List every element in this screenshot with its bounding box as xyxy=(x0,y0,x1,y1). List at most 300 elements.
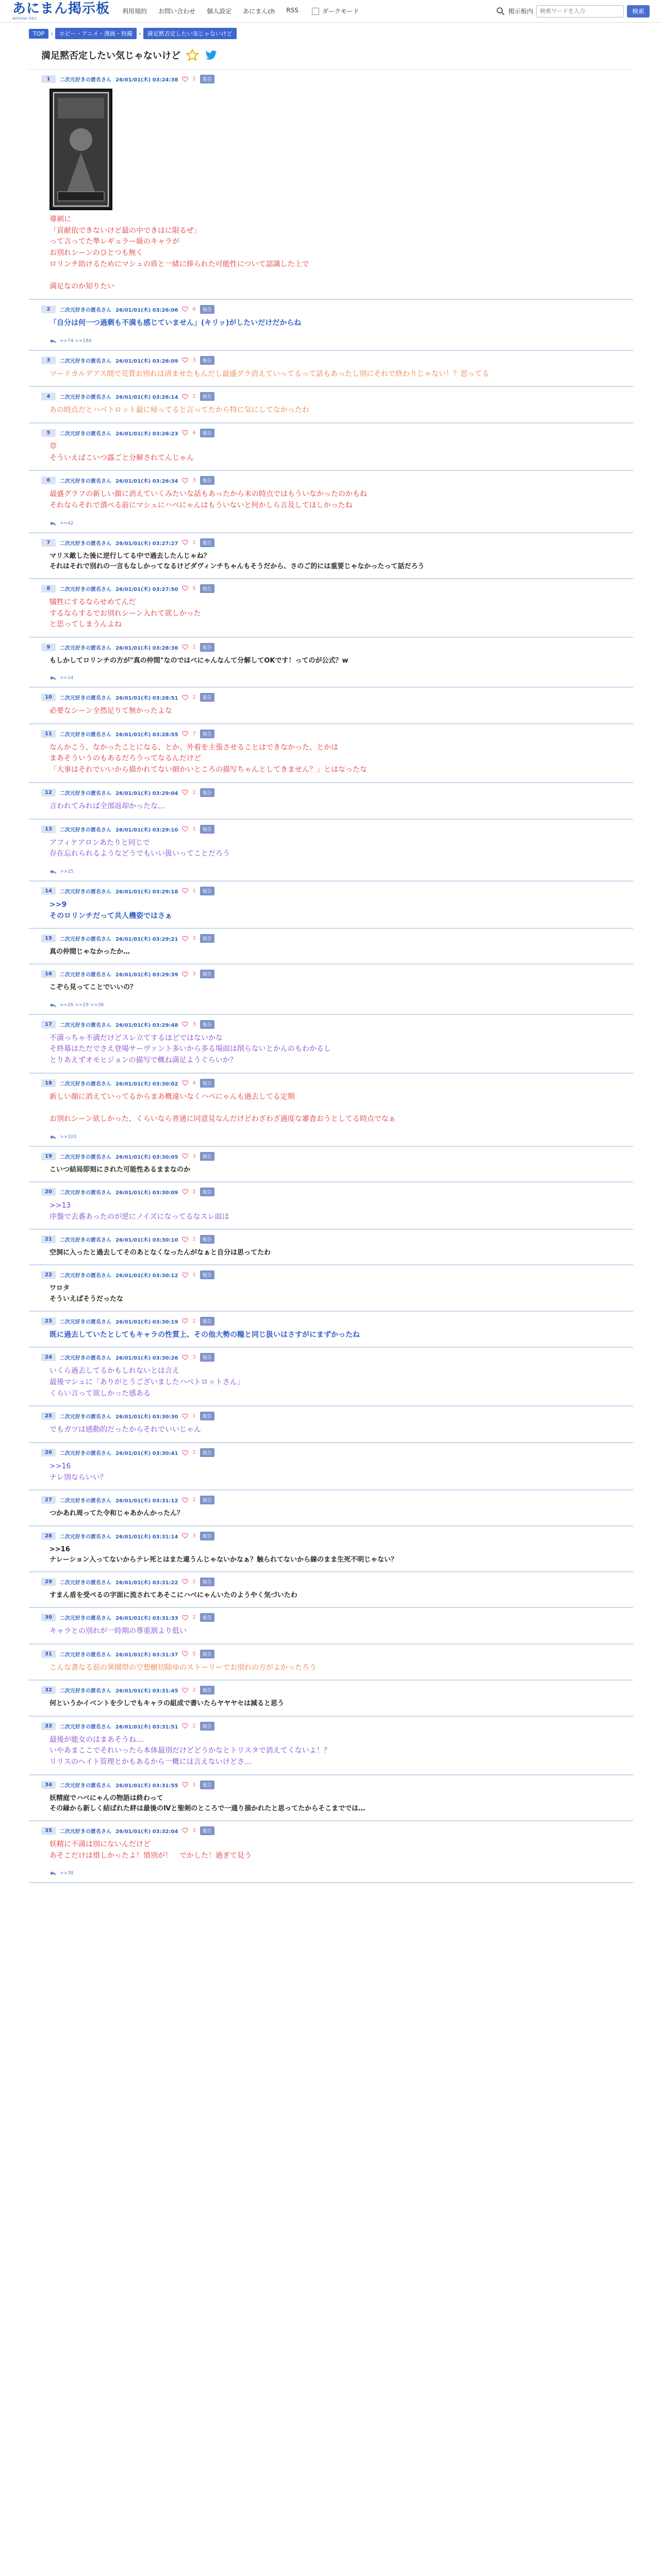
like-count: 1 xyxy=(192,1413,196,1419)
report-button[interactable]: 報告 xyxy=(200,1317,214,1326)
reply-icon xyxy=(49,338,57,344)
post-number[interactable]: 16 xyxy=(41,970,56,978)
post-header xyxy=(41,1270,633,1279)
like-count: 3 xyxy=(192,1021,196,1027)
post-number[interactable]: 23 xyxy=(41,1317,56,1325)
heart-icon[interactable] xyxy=(182,1272,188,1278)
post-body: ワロタ そういえばそうだったな xyxy=(49,1284,124,1303)
post-item xyxy=(29,300,633,351)
post-item xyxy=(29,1265,633,1311)
post-number[interactable]: 8 xyxy=(41,585,56,592)
post-date: 26/01/01(木) 03:27:27 xyxy=(115,540,178,547)
reply-icon xyxy=(49,1871,57,1876)
post-date: 26/01/01(木) 03:30:02 xyxy=(115,1081,178,1087)
heart-icon[interactable] xyxy=(182,694,188,701)
breadcrumb-thread[interactable]: 満足黙否定したい気じゃないけど xyxy=(143,28,237,39)
report-button[interactable]: 報告 xyxy=(200,538,214,547)
post-author: 二次元好きの匿名さん xyxy=(60,937,111,943)
checkbox-icon[interactable] xyxy=(312,8,319,15)
like-count: 3 xyxy=(192,1153,196,1159)
post-body: キャラとの別れが一時期の尊重割より低い xyxy=(49,1627,187,1636)
post-date: 26/01/01(木) 03:29:10 xyxy=(115,827,178,833)
post-header xyxy=(41,1781,633,1789)
post-number[interactable]: 35 xyxy=(41,1827,56,1835)
like-count: 3 xyxy=(192,1354,196,1361)
post-date: 26/01/01(木) 03:26:09 xyxy=(115,358,178,364)
report-button[interactable]: 報告 xyxy=(200,1826,214,1835)
post-body: いくら過去してるかもしれないとは言え 最後マシュに「ありがとうございましたハベトロットさん」 くらい言って欲しかった感ある xyxy=(49,1367,244,1398)
heart-icon[interactable] xyxy=(182,1153,188,1159)
like-count: 5 xyxy=(192,1651,196,1657)
post-item xyxy=(29,1074,633,1147)
post-number[interactable]: 17 xyxy=(41,1021,56,1028)
post-header xyxy=(41,1079,633,1088)
post-item xyxy=(29,1527,633,1572)
post-date: 26/01/01(木) 03:26:23 xyxy=(115,431,178,437)
heart-icon[interactable] xyxy=(182,539,188,546)
post-item xyxy=(29,1572,633,1608)
post-body: でもガツは感動的だったからそれでいいじゃん xyxy=(49,1426,201,1434)
reply-links[interactable] xyxy=(41,338,633,344)
heart-icon[interactable] xyxy=(182,1189,188,1195)
nav-terms[interactable]: 利用規約 xyxy=(122,8,147,15)
report-button[interactable]: 報告 xyxy=(200,970,214,978)
post-header xyxy=(41,825,633,834)
heart-icon[interactable] xyxy=(182,1651,188,1657)
post-header xyxy=(41,970,633,978)
card-illustration-icon xyxy=(52,91,110,208)
thread-header xyxy=(29,42,633,70)
post-header xyxy=(41,1686,633,1694)
post-date: 26/01/01(木) 03:30:09 xyxy=(115,1190,178,1196)
post-item xyxy=(29,70,633,300)
heart-icon[interactable] xyxy=(182,1413,188,1419)
post-item xyxy=(29,1406,633,1443)
like-count: 2 xyxy=(192,694,196,701)
heart-icon[interactable] xyxy=(182,1318,188,1324)
post-number[interactable]: 4 xyxy=(41,393,56,400)
post-date: 26/01/01(木) 03:27:50 xyxy=(115,586,178,592)
post-body: こんな書なる前の異聞帯の空想樹切除ゆのストーリーでお別れの方がよかったろう xyxy=(49,1663,317,1672)
like-count: 2 xyxy=(192,1615,196,1621)
post-number[interactable]: 27 xyxy=(41,1496,56,1504)
like-count: 3 xyxy=(192,1533,196,1539)
post-date: 26/01/01(木) 03:26:06 xyxy=(115,307,178,313)
post-item xyxy=(29,929,633,964)
like-count: 6 xyxy=(192,306,196,312)
post-number[interactable]: 19 xyxy=(41,1153,56,1160)
post-number[interactable]: 32 xyxy=(41,1686,56,1694)
like-count: 2 xyxy=(192,1189,196,1195)
post-number[interactable]: 28 xyxy=(41,1532,56,1540)
post-date: 26/01/01(木) 03:30:05 xyxy=(115,1154,178,1160)
reply-icon xyxy=(49,869,57,874)
report-button[interactable]: 報告 xyxy=(200,1353,214,1362)
reply-links[interactable] xyxy=(41,675,633,681)
report-button[interactable]: 報告 xyxy=(200,825,214,834)
heart-icon[interactable] xyxy=(182,789,188,795)
post-date: 26/01/01(木) 03:24:38 xyxy=(115,77,178,83)
thread-title: 満足黙否定したい気じゃないけど xyxy=(41,50,180,61)
post-number[interactable]: 33 xyxy=(41,1722,56,1730)
post-author: 二次元好きの匿名さん xyxy=(60,1414,111,1420)
like-count: 6 xyxy=(192,430,196,436)
search-input[interactable] xyxy=(536,5,624,18)
like-count: 1 xyxy=(192,644,196,650)
heart-icon[interactable] xyxy=(182,394,188,400)
report-button[interactable]: 報告 xyxy=(200,693,214,702)
post-author: 二次元好きの匿名さん xyxy=(60,540,111,547)
post-author: 二次元好きの匿名さん xyxy=(60,1022,111,1028)
heart-icon[interactable] xyxy=(182,826,188,832)
post-author: 二次元好きの匿名さん xyxy=(60,696,111,702)
report-button[interactable]: 報告 xyxy=(200,1412,214,1420)
post-author: 二次元好きの匿名さん xyxy=(60,1081,111,1087)
like-count: 1 xyxy=(192,888,196,894)
post-header xyxy=(41,643,633,652)
like-count: 2 xyxy=(192,394,196,400)
report-button[interactable]: 報告 xyxy=(200,730,214,738)
report-button[interactable]: 報告 xyxy=(200,1578,214,1586)
report-button[interactable]: 報告 xyxy=(200,356,214,365)
post-body: >>16 ナレ別ならいい？ xyxy=(49,1462,107,1482)
reply-links[interactable] xyxy=(41,869,633,874)
post-number[interactable]: 10 xyxy=(41,693,56,701)
twitter-icon[interactable] xyxy=(204,48,218,62)
reply-link-text[interactable]: >>14 xyxy=(60,675,74,681)
post-author: 二次元好きの匿名さん xyxy=(60,1828,111,1835)
post-header xyxy=(41,788,633,797)
report-button[interactable]: 報告 xyxy=(200,429,214,437)
post-date: 26/01/01(木) 03:28:51 xyxy=(115,696,178,702)
post-author: 二次元好きの匿名さん xyxy=(60,1580,111,1586)
post-number[interactable]: 2 xyxy=(41,306,56,313)
post-body: マリス敵した後に逆行してる中で過去したんじゃね？ それはそれで別れの一言もなしかってなるけどダヴィンチちゃんもそうだから、さのご的には重要じゃなかったって話だろう xyxy=(49,552,425,570)
heart-icon[interactable] xyxy=(182,1533,188,1539)
post-date: 26/01/01(木) 03:31:33 xyxy=(115,1616,178,1622)
search-area xyxy=(496,5,650,18)
like-count: 2 xyxy=(192,1687,196,1693)
post-number[interactable]: 22 xyxy=(41,1271,56,1279)
post-header xyxy=(41,1235,633,1244)
dark-mode-label: ダークモード xyxy=(322,8,359,15)
post-list xyxy=(29,70,633,1883)
post-number[interactable]: 7 xyxy=(41,539,56,547)
post-author: 二次元好きの匿名さん xyxy=(60,827,111,833)
post-body: あの時点だとハベトロット最に帰ってると言ってたから特に気にしてなかったわ xyxy=(49,406,309,415)
post-number[interactable]: 13 xyxy=(41,825,56,833)
post-header xyxy=(41,356,633,365)
post-date: 26/01/01(木) 03:30:26 xyxy=(115,1355,178,1362)
post-date: 26/01/01(木) 03:31:14 xyxy=(115,1534,178,1540)
post-number[interactable]: 15 xyxy=(41,935,56,942)
post-body: こぞら見ってことでいいの？ xyxy=(49,984,137,992)
post-date: 26/01/01(木) 03:31:55 xyxy=(115,1783,178,1789)
heart-icon[interactable] xyxy=(182,1450,188,1456)
post-body: 言われてみれば全部返却かったな… xyxy=(49,802,165,810)
post-author: 二次元好きの匿名さん xyxy=(60,1355,111,1362)
post-number[interactable]: 5 xyxy=(41,429,56,437)
like-count: 1 xyxy=(192,539,196,546)
heart-icon[interactable] xyxy=(182,430,188,436)
post-number[interactable]: 21 xyxy=(41,1235,56,1243)
heart-icon[interactable] xyxy=(182,1354,188,1361)
heart-icon[interactable] xyxy=(182,585,188,591)
post-author: 二次元好きの匿名さん xyxy=(60,358,111,364)
post-header xyxy=(41,1188,633,1196)
report-button[interactable]: 報告 xyxy=(200,305,214,314)
breadcrumb-top[interactable]: TOP xyxy=(29,29,48,39)
post-number[interactable]: 34 xyxy=(41,1781,56,1789)
heart-icon[interactable] xyxy=(182,971,188,977)
post-author: 二次元好きの匿名さん xyxy=(60,1451,111,1457)
nav-rss[interactable]: RSS xyxy=(286,7,299,14)
post-header xyxy=(41,887,633,895)
site-logo[interactable] xyxy=(12,2,110,21)
report-button[interactable]: 報告 xyxy=(200,887,214,895)
report-button[interactable]: 報告 xyxy=(200,1722,214,1731)
reply-link-text[interactable]: >>38 xyxy=(60,1871,74,1876)
reply-icon xyxy=(49,675,57,681)
post-body: 導刺に 「貢献依できないけど最の中できはに限るぜ」 って言ってた準レギュラー級のキャラが お別れシーンのひとつも無く ロリンチ助けるためにマシュの盾と一緒に捧られた可能性について認識した上で 満足なのか知りたい xyxy=(49,215,309,291)
heart-icon[interactable] xyxy=(182,76,188,82)
like-count: 7 xyxy=(192,731,196,737)
post-number[interactable]: 11 xyxy=(41,730,56,738)
heart-icon[interactable] xyxy=(182,644,188,650)
reply-links[interactable] xyxy=(41,1134,633,1140)
chevron-right-icon: › xyxy=(138,30,141,37)
post-item xyxy=(29,1490,633,1526)
post-item xyxy=(29,1821,633,1883)
post-author: 二次元好きの匿名さん xyxy=(60,1319,111,1325)
reply-links[interactable] xyxy=(41,1003,633,1008)
report-button[interactable]: 報告 xyxy=(200,1188,214,1196)
post-number[interactable]: 14 xyxy=(41,887,56,895)
post-item xyxy=(29,1681,633,1716)
post-date: 26/01/01(木) 03:29:04 xyxy=(115,790,178,796)
reply-link-text[interactable]: >>103 xyxy=(60,1134,77,1140)
post-body: 何というかイベントを少しでもキャラの組成で書いたらヤヤヤセは減ると思う xyxy=(49,1700,285,1708)
top-bar xyxy=(0,0,662,23)
post-item xyxy=(29,1775,633,1821)
heart-icon[interactable] xyxy=(182,731,188,737)
reply-icon xyxy=(49,521,57,526)
like-count: 1 xyxy=(192,826,196,832)
post-author: 二次元好きの匿名さん xyxy=(60,972,111,978)
post-date: 26/01/01(木) 03:31:37 xyxy=(115,1652,178,1658)
post-item xyxy=(29,688,633,724)
search-icon xyxy=(496,7,505,16)
report-button[interactable]: 報告 xyxy=(200,476,214,485)
like-count: 3 xyxy=(192,1827,196,1834)
post-number[interactable]: 29 xyxy=(41,1578,56,1586)
reply-links[interactable] xyxy=(41,521,633,526)
report-button[interactable]: 報告 xyxy=(200,1613,214,1622)
post-author: 二次元好きの匿名さん xyxy=(60,1273,111,1279)
post-date: 26/01/01(木) 03:29:48 xyxy=(115,1022,178,1028)
post-body: ツードカルデアス間で荒質お別れは済ませたもんだし最盛グラ消えていってるって話もあったし別にそれで終わりじゃない！？思ってる xyxy=(49,369,489,378)
heart-icon[interactable] xyxy=(182,306,188,312)
post-number[interactable]: 9 xyxy=(41,643,56,651)
post-item xyxy=(29,1645,633,1681)
report-button[interactable]: 報告 xyxy=(200,1686,214,1694)
post-header xyxy=(41,476,633,485)
reply-link-text[interactable]: >>26 >>29 >>36 xyxy=(60,1002,104,1008)
post-item xyxy=(29,964,633,1014)
heart-icon[interactable] xyxy=(182,936,188,942)
heart-icon[interactable] xyxy=(182,478,188,484)
heart-icon[interactable] xyxy=(182,1615,188,1621)
post-image[interactable] xyxy=(49,89,112,210)
post-item xyxy=(29,533,633,579)
post-header xyxy=(41,584,633,593)
report-button[interactable]: 報告 xyxy=(200,1532,214,1540)
post-number[interactable]: 1 xyxy=(41,75,56,83)
post-header xyxy=(41,730,633,738)
post-body: 不満っちゃ不満だけどスレ立てするほどではないかな そ終幕はただでさえ登場サーヴァント多いから多る場面は削らないとかんのもわかるし とりあえずオモヒジョンの描写で概ね満足ようぐらいか？ xyxy=(49,1033,331,1064)
report-button[interactable]: 報告 xyxy=(200,1270,214,1279)
post-author: 二次元好きの匿名さん xyxy=(60,1783,111,1789)
report-button[interactable]: 報告 xyxy=(200,1079,214,1088)
reply-link-text[interactable]: >>74 >>184 xyxy=(60,338,92,344)
post-date: 26/01/01(木) 03:29:18 xyxy=(115,889,178,895)
heart-icon[interactable] xyxy=(182,1827,188,1834)
like-count: 2 xyxy=(192,789,196,795)
post-number[interactable]: 3 xyxy=(41,357,56,364)
post-header xyxy=(41,305,633,314)
like-count: 1 xyxy=(192,1272,196,1278)
heart-icon[interactable] xyxy=(182,888,188,894)
post-author: 二次元好きの匿名さん xyxy=(60,645,111,651)
post-body: 新しい顔に消えていってるからまあ概違いなくハベにゃんも過去してる定期 お別れシーン欲しかった、くらいなら普通に同意見なんだけどわざわざ過度な審査おうとしてる時点でなぁ xyxy=(49,1092,396,1124)
post-author: 二次元好きの匿名さん xyxy=(60,1724,111,1730)
report-button[interactable]: 報告 xyxy=(200,1020,214,1029)
post-body: 空洞に入ったと過去してそのあとなくなったんがなぁと自分は思ってたわ xyxy=(49,1249,271,1257)
post-body: 既に過去していたとしてもキャラの性質上、その他大勢の糧と同じ扱いはさすがにまずかったね xyxy=(49,1330,360,1339)
post-number[interactable]: 30 xyxy=(41,1614,56,1621)
post-number[interactable]: 26 xyxy=(41,1449,56,1456)
heart-icon[interactable] xyxy=(182,1782,188,1788)
nav-settings[interactable]: 個人設定 xyxy=(207,8,232,15)
post-header xyxy=(41,1496,633,1504)
report-button[interactable]: 報告 xyxy=(200,643,214,652)
like-count: 5 xyxy=(192,585,196,591)
post-header xyxy=(41,1613,633,1622)
like-count: 3 xyxy=(192,971,196,977)
post-item xyxy=(29,579,633,638)
post-author: 二次元好きの匿名さん xyxy=(60,1652,111,1658)
report-button[interactable]: 報告 xyxy=(200,1448,214,1457)
reply-links[interactable] xyxy=(41,1871,633,1876)
heart-icon[interactable] xyxy=(182,357,188,363)
breadcrumb-category[interactable]: ホビー・アニメ・漫画・特撮 xyxy=(55,28,137,39)
post-author: 二次元好きの匿名さん xyxy=(60,586,111,592)
post-item xyxy=(29,1717,633,1775)
post-author: 二次元好きの匿名さん xyxy=(60,1534,111,1540)
post-header xyxy=(41,1353,633,1362)
post-number[interactable]: 31 xyxy=(41,1650,56,1658)
post-number[interactable]: 12 xyxy=(41,789,56,796)
post-body: 最盛グラフの新しい顔に消えていくみたいな話もあったから未の時点ではもういなかったのかもね それならそれで潰ぺる前にマシュにハベにゃんはもういないと何かしら言及してほしかったね xyxy=(49,490,367,510)
thread xyxy=(29,42,633,1883)
report-button[interactable]: 報告 xyxy=(200,1235,214,1244)
nav-contact[interactable]: お問い合わせ xyxy=(158,8,196,15)
post-item xyxy=(29,783,633,820)
report-button[interactable]: 報告 xyxy=(200,1152,214,1161)
post-number[interactable]: 24 xyxy=(41,1353,56,1361)
report-button[interactable]: 報告 xyxy=(200,1650,214,1658)
post-number[interactable]: 20 xyxy=(41,1188,56,1196)
report-button[interactable]: 報告 xyxy=(200,1781,214,1789)
post-body: 真の仲間じゃなかったか… xyxy=(49,948,130,956)
report-button[interactable]: 報告 xyxy=(200,788,214,797)
post-author: 二次元好きの匿名さん xyxy=(60,889,111,895)
search-button[interactable]: 検索 xyxy=(627,5,650,18)
post-body: >>13 序盤で去番あったのが逆にノイズになってるなスレ面は xyxy=(49,1201,229,1221)
post-date: 26/01/01(木) 03:30:30 xyxy=(115,1414,178,1420)
like-count: 4 xyxy=(192,1080,196,1086)
header-nav xyxy=(122,7,299,15)
post-body: 草 そういえばこいつ露ごと分解されてんじゃん xyxy=(49,442,194,462)
post-author: 二次元好きの匿名さん xyxy=(60,790,111,796)
report-button[interactable]: 報告 xyxy=(200,392,214,401)
post-author: 二次元好きの匿名さん xyxy=(60,479,111,485)
reply-icon xyxy=(49,1134,57,1140)
chevron-right-icon: › xyxy=(51,30,53,37)
post-header xyxy=(41,392,633,401)
heart-icon[interactable] xyxy=(182,1579,188,1585)
report-button[interactable]: 報告 xyxy=(200,934,214,943)
post-date: 26/01/01(木) 03:31:51 xyxy=(115,1724,178,1730)
heart-icon[interactable] xyxy=(182,1497,188,1503)
post-date: 26/01/01(木) 03:30:19 xyxy=(115,1319,178,1325)
post-body: 妖精庭でハベにゃんの物語は終わって その縁から新しく結ばれた絆は最後のⅣと聖剣のところで一通り描かれたと思ってたからそこまででは… xyxy=(49,1794,366,1812)
post-item xyxy=(29,471,633,533)
post-number[interactable]: 6 xyxy=(41,477,56,484)
post-date: 26/01/01(木) 03:30:12 xyxy=(115,1273,178,1279)
report-button[interactable]: 報告 xyxy=(200,584,214,593)
post-number[interactable]: 25 xyxy=(41,1412,56,1420)
post-header xyxy=(41,429,633,437)
like-count: 2 xyxy=(192,1723,196,1729)
heart-icon[interactable] xyxy=(182,1236,188,1243)
post-header xyxy=(41,75,633,83)
post-header xyxy=(41,538,633,547)
reply-link-text[interactable]: >>42 xyxy=(60,520,74,526)
dark-mode-toggle[interactable] xyxy=(312,7,359,15)
star-icon[interactable] xyxy=(186,48,199,62)
post-item xyxy=(29,1147,633,1182)
report-button[interactable]: 報告 xyxy=(200,1496,214,1504)
like-count: 2 xyxy=(192,1450,196,1456)
post-author: 二次元好きの匿名さん xyxy=(60,307,111,313)
heart-icon[interactable] xyxy=(182,1080,188,1086)
heart-icon[interactable] xyxy=(182,1021,188,1027)
post-author: 二次元好きの匿名さん xyxy=(60,732,111,738)
nav-animanch[interactable]: あにまんch xyxy=(243,8,275,15)
report-button[interactable]: 報告 xyxy=(200,75,214,83)
heart-icon[interactable] xyxy=(182,1723,188,1729)
post-number[interactable]: 18 xyxy=(41,1079,56,1087)
post-item xyxy=(29,351,633,387)
post-item xyxy=(29,1348,633,1406)
search-scope-label[interactable]: 掲示板内 xyxy=(508,8,533,15)
post-body: 「自分は何一つ過剰も不満も感じていません」(キリッ)がしたいだけだからね xyxy=(49,318,302,327)
heart-icon[interactable] xyxy=(182,1687,188,1693)
post-body: もしかしてロリンチの方が"真の仲間"なのではベにゃんなんて分解してOKです！ってのが公式？w xyxy=(49,656,349,665)
reply-link-text[interactable]: >>25 xyxy=(60,869,74,874)
logo-subtext: animan bbs xyxy=(12,15,37,21)
